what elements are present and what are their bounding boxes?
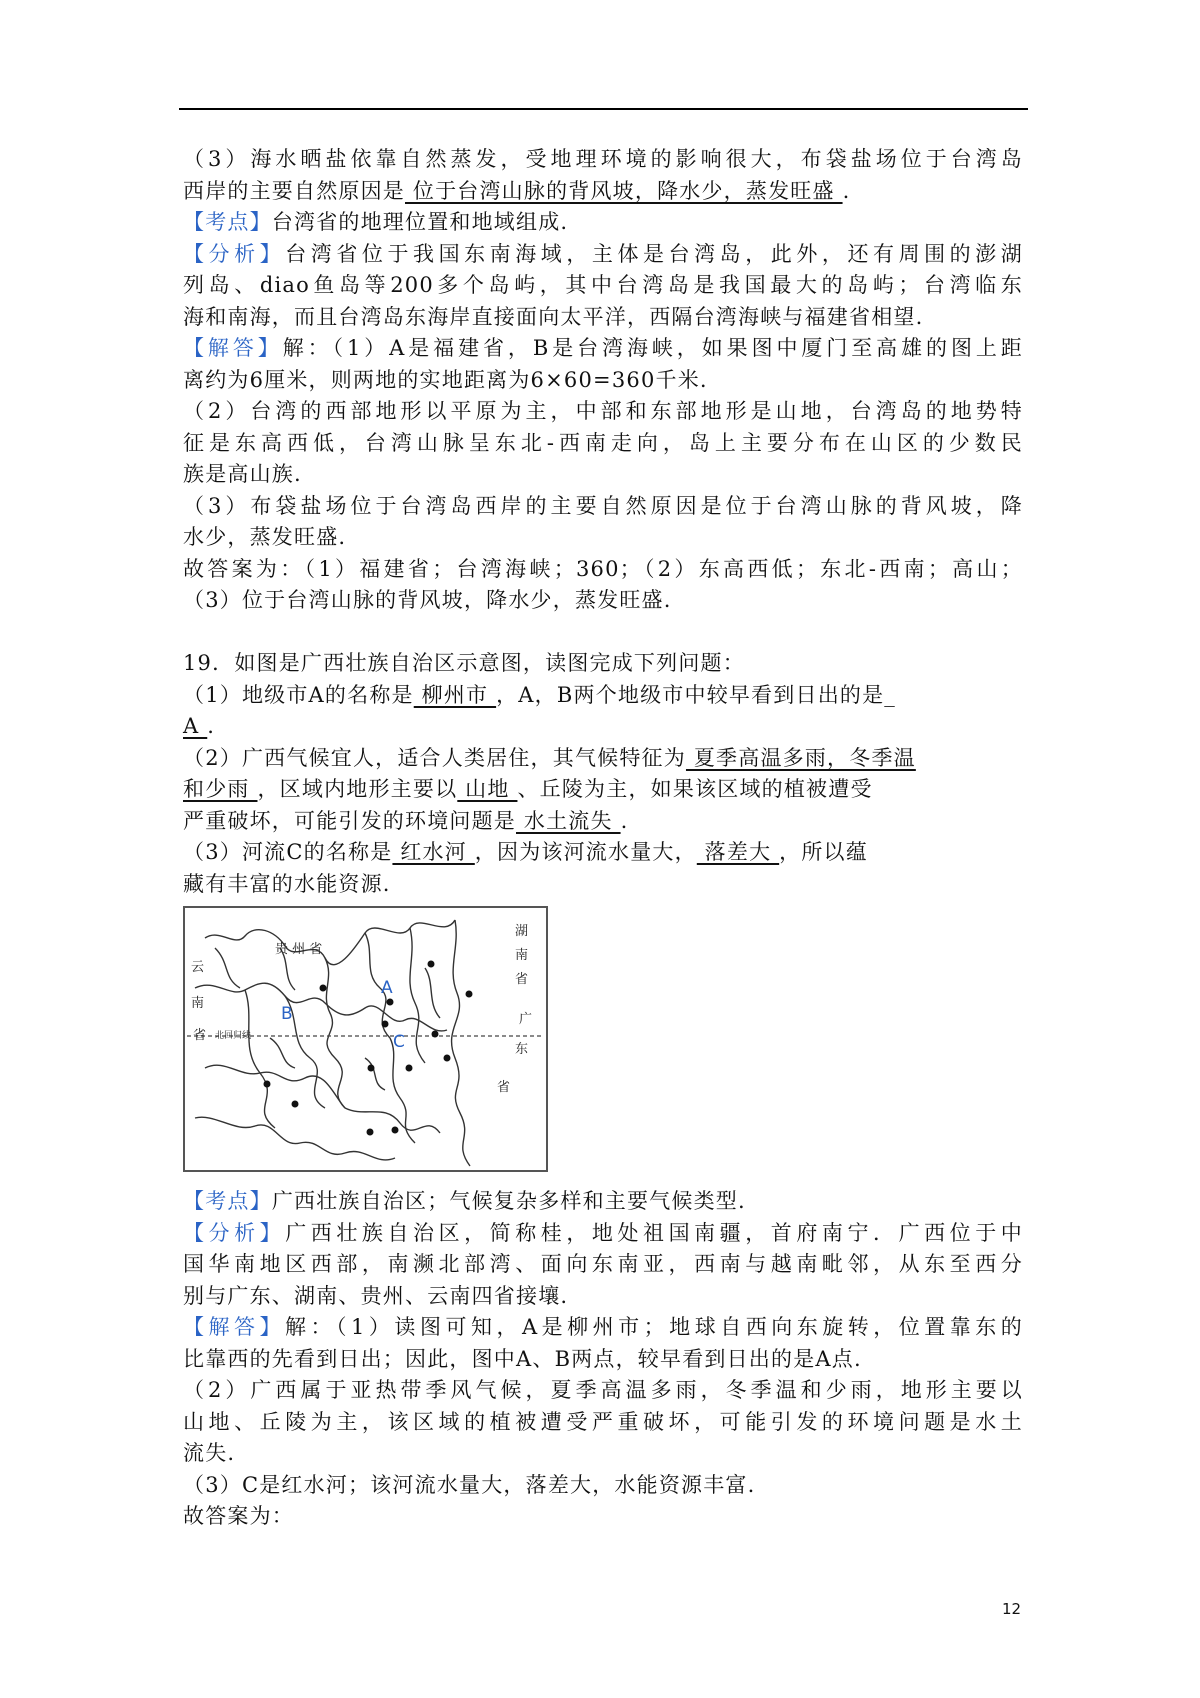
fenxi-tag: 【分析】 bbox=[183, 1220, 286, 1245]
text-line: 征是东高西低，台湾山脉呈东北-西南走向，岛上主要分布在山区的少数民 bbox=[183, 430, 1023, 455]
page-number: 12 bbox=[1002, 1600, 1022, 1618]
answer-line: 故答案为：（1）福建省；台湾海峡；360；（2）东高西低；东北-西南；高山； bbox=[183, 556, 1023, 581]
answer-blank: 水土流失 bbox=[516, 808, 621, 833]
question-text: ，区域内地形主要以 bbox=[257, 777, 458, 801]
map-label-guangdong: 广 bbox=[519, 1012, 533, 1027]
answer-blank: 红水河 bbox=[392, 840, 475, 864]
answer-line: （3）位于台湾山脉的背风坡，降水少，蒸发旺盛. bbox=[183, 588, 672, 612]
fenxi-line bbox=[183, 239, 1023, 271]
question-text: （3）河流C的名称是 bbox=[183, 840, 393, 864]
map-label-hunan: 南 bbox=[515, 948, 529, 963]
answer-blank: A bbox=[183, 714, 208, 738]
question-text: _ bbox=[884, 682, 896, 707]
spacer bbox=[183, 617, 1023, 649]
question-text: （1）地级市A的名称是 bbox=[183, 682, 414, 707]
jieda-line bbox=[183, 1312, 1023, 1344]
question-title: 19．如图是广西壮族自治区示意图，读图完成下列问题： bbox=[183, 651, 745, 675]
header-rule bbox=[179, 108, 1028, 110]
question-text: ，所以蕴 bbox=[779, 840, 868, 864]
jieda-line bbox=[183, 333, 1023, 365]
question-text: . bbox=[207, 714, 216, 738]
kaodian-tag: 【考点】 bbox=[183, 210, 272, 234]
text-line: 别与广东、湖南、贵州、云南四省接壤. bbox=[183, 1283, 569, 1308]
map-label-hunan: 省 bbox=[515, 972, 529, 987]
answer-blank: 和少雨 bbox=[183, 777, 258, 801]
text-line: 流失. bbox=[183, 1441, 236, 1465]
map-label-guangdong: 省 bbox=[497, 1080, 511, 1095]
map-label-yunnan: 南 bbox=[191, 996, 205, 1011]
text-line: 比靠西的先看到日出；因此，图中A、B两点，较早看到日出的是A点. bbox=[183, 1346, 862, 1371]
answer-blank: 山地 bbox=[457, 777, 518, 801]
question-text: 严重破坏，可能引发的环境问题是 bbox=[183, 808, 516, 833]
question-text: （2）广西气候宜人，适合人类居住，其气候特征为 bbox=[183, 745, 686, 770]
question-text: 、丘陵为主，如果该区域的植被遭受 bbox=[517, 777, 873, 801]
question-line bbox=[183, 680, 1023, 712]
map-point-b: B bbox=[281, 1004, 293, 1024]
answer-blank: 夏季高温多雨，冬季温 bbox=[685, 745, 916, 770]
map-label-yunnan: 云 bbox=[191, 960, 205, 975]
question-text: . bbox=[620, 808, 629, 833]
text-line: 国华南地区西部，南濒北部湾、面向东南亚，西南与越南毗邻，从东至西分 bbox=[183, 1252, 1023, 1276]
kaodian-text: 广西壮族自治区；气候复杂多样和主要气候类型. bbox=[271, 1189, 746, 1213]
map-label-tropic: 北回归线 bbox=[215, 1031, 252, 1041]
fenxi-text: 广西壮族自治区，简称桂，地处祖国南疆，首府南宁．广西位于中 bbox=[285, 1220, 1023, 1245]
question-text: 西岸的主要自然原因是 bbox=[183, 178, 405, 203]
jieda-text: 解：（1）读图可知，A是柳州市；地球自西向东旋转，位置靠东的 bbox=[285, 1315, 1023, 1339]
jieda-tag: 【解答】 bbox=[183, 1315, 286, 1339]
jieda-text: 解：（1）A是福建省，B是台湾海峡，如果图中厦门至高雄的图上距 bbox=[282, 336, 1023, 360]
map-label-hunan: 湖 bbox=[515, 924, 529, 939]
map-point-a: A bbox=[381, 978, 393, 998]
kaodian-line bbox=[183, 1186, 1023, 1218]
kaodian-line bbox=[183, 207, 1023, 239]
text-line bbox=[183, 176, 1023, 208]
page-content bbox=[183, 144, 1023, 1533]
question-text: . bbox=[842, 178, 851, 203]
kaodian-tag: 【考点】 bbox=[183, 1189, 272, 1213]
text-line: （3）海水晒盐依靠自然蒸发，受地理环境的影响很大，布袋盐场位于台湾岛 bbox=[183, 147, 1023, 171]
map-label-yunnan: 省 bbox=[193, 1028, 207, 1043]
question-text: ，A，B两个地级市中较早看到日出的是 bbox=[496, 682, 885, 707]
map-label-guangdong: 东 bbox=[515, 1042, 529, 1057]
map-point-c: C bbox=[393, 1032, 405, 1052]
guangxi-map bbox=[183, 906, 548, 1172]
text-line: 海和南海，而且台湾岛东海岸直接面向太平洋，西隔台湾海峡与福建省相望. bbox=[183, 304, 924, 329]
jieda-tag: 【解答】 bbox=[183, 336, 283, 360]
text-line: 山地、丘陵为主，该区域的植被遭受严重破坏，可能引发的环境问题是水土 bbox=[183, 1409, 1023, 1434]
question-line: 藏有丰富的水能资源. bbox=[183, 871, 391, 896]
question-line bbox=[183, 837, 1023, 869]
answer-line: 故答案为： bbox=[183, 1504, 294, 1528]
text-line: 族是高山族. bbox=[183, 462, 302, 486]
fenxi-line bbox=[183, 1218, 1023, 1250]
text-line: （3）C是红水河；该河流水量大，落差大，水能资源丰富. bbox=[183, 1472, 756, 1497]
question-line bbox=[183, 774, 1023, 806]
text-line: （2）台湾的西部地形以平原为主，中部和东部地形是山地，台湾岛的地势特 bbox=[183, 399, 1023, 423]
text-line: （3）布袋盐场位于台湾岛西岸的主要自然原因是位于台湾山脉的背风坡，降 bbox=[183, 493, 1023, 518]
text-line: 离约为6厘米，则两地的实地距离为6×60=360千米. bbox=[183, 367, 708, 392]
question-line bbox=[183, 711, 1023, 743]
text-line: （2）广西属于亚热带季风气候，夏季高温多雨，冬季温和少雨，地形主要以 bbox=[183, 1378, 1023, 1402]
answer-blank: 位于台湾山脉的背风坡，降水少，蒸发旺盛 bbox=[405, 178, 843, 203]
question-line bbox=[183, 806, 1023, 838]
fenxi-tag: 【分析】 bbox=[183, 241, 286, 266]
answer-blank: 落差大 bbox=[696, 840, 780, 864]
text-line: 列岛、diao鱼岛等200多个岛屿，其中台湾岛是我国最大的岛屿；台湾临东 bbox=[183, 273, 1023, 297]
map-label-guizhou: 贵 州 省 bbox=[275, 942, 323, 957]
fenxi-text: 台湾省位于我国东南海域，主体是台湾岛，此外，还有周围的澎湖 bbox=[285, 241, 1023, 266]
text-line: 水少，蒸发旺盛. bbox=[183, 525, 347, 549]
question-line bbox=[183, 743, 1023, 775]
kaodian-text: 台湾省的地理位置和地域组成. bbox=[271, 210, 569, 234]
answer-blank: 柳州市 bbox=[413, 682, 497, 707]
question-text: ，因为该河流水量大， bbox=[474, 840, 697, 864]
